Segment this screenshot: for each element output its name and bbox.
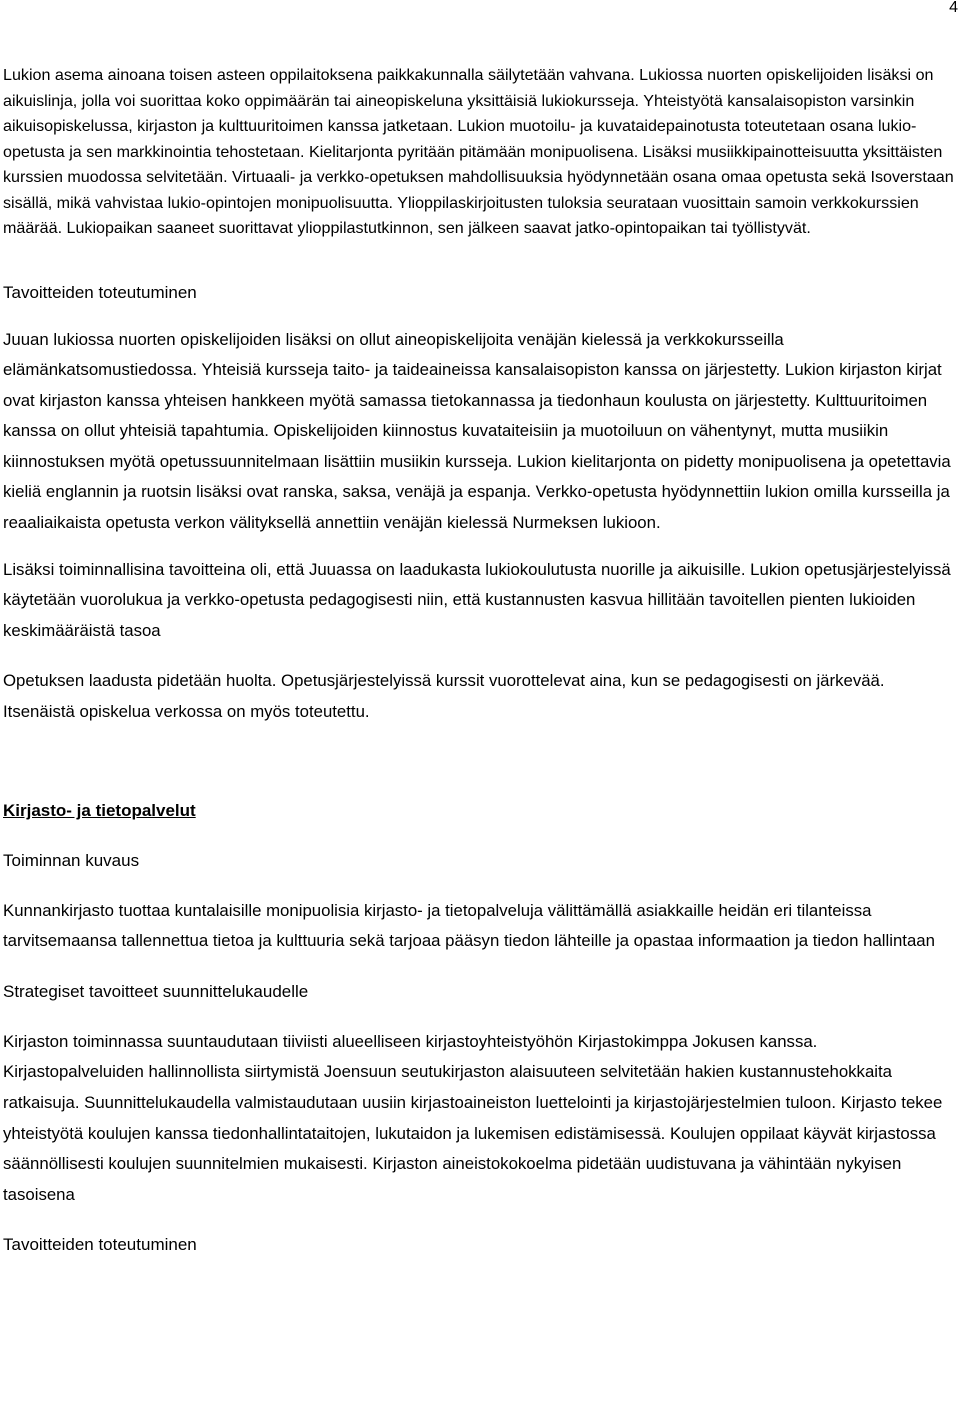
paragraph-lukio-results: Juuan lukiossa nuorten opiskelijoiden lisäksi on ollut aineopiskelijoita venäjän kielessä ja verkkokursseilla elämänkatsomustiedossa. Yhteisiä kursseja taito- ja taideaineissa kansalaisopiston kanssa on järjestetty. Lukion kirjaston kirjat ovat kirjaston kanssa yhteisen hankkeen myötä samassa tietokannassa ja tiedonhaun koulusta on järjestetty. Kulttuuritoimen kanssa on ollut yhteisiä tapahtumia. Opiskelijoiden kiinnostus kuvataiteisiin ja muotoiluun on vähentynyt, mutta musiikin kiinnostuksen myötä opetussuunnitelmaan lisättiin musiikin kursseja. Lukion kielitarjonta on pidetty monipuolisena ja opetettavia kieliä englannin ja ruotsin lisäksi ovat ranska, saksa, venäjä ja espanja. Verkko-opetusta hyödynnettiin lukion omilla kursseilla ja reaaliaikaista opetusta verkon välityksellä annettiin venäjän kielessä Nurmeksen lukioon. [3, 329, 951, 533]
document-body [3, 63, 957, 1260]
heading-toiminnan-kuvaus: Toiminnan kuvaus [3, 850, 140, 870]
page-number: 4 [949, 0, 958, 16]
heading-tavoitteiden-toteutuminen-2: Tavoitteiden toteutuminen [3, 1235, 197, 1255]
heading-strategiset-tavoitteet: Strategiset tavoitteet suunnittelukaudelle [3, 981, 309, 1001]
heading-kirjasto-tietopalvelut: Kirjasto- ja tietopalvelut [3, 800, 196, 820]
heading-tavoitteiden-toteutuminen: Tavoitteiden toteutuminen [3, 282, 197, 302]
paragraph-functional-goals: Lisäksi toiminnallisina tavoitteina oli, että Juuassa on laadukasta lukiokoulutusta nuorille ja aikuisille. Lukion opetusjärjestelyissä käytetään vuorolukua ja verkko-opetusta pedagogisesti niin, että kustannusten kasvua hillitään tavoitellen pienten lukioiden keskimääräistä tasoa [3, 559, 951, 640]
paragraph-library-description: Kunnankirjasto tuottaa kuntalaisille monipuolisia kirjasto- ja tietopalveluja välittämällä asiakkaille heidän eri tilanteissa tarvitsemaansa tallennettua tietoa ja kulttuuria sekä tarjoaa pääsyn tiedon lähteille ja opastaa informaation ja tiedon hallintaan [3, 900, 935, 951]
paragraph-teaching-quality: Opetuksen laadusta pidetään huolta. Opetusjärjestelyissä kurssit vuorottelevat aina, kun se pedagogisesti on järkevää. Itsenäistä opiskelua verkossa on myös toteutettu. [3, 671, 885, 722]
paragraph-library-strategy: Kirjaston toiminnassa suuntaudutaan tiiviisti alueelliseen kirjastoyhteistyöhön Kirjastokimppa Jokusen kanssa. Kirjastopalveluiden hallinnollista siirtymistä Joensuun seutukirjaston alaisuuteen selvitetään hakien kustannustehokkaita ratkaisuja. Suunnittelukaudella valmistaudutaan uusiin kirjastoaineiston luettelointi ja kirjastojärjestelmien tuloon. Kirjasto tekee yhteistyötä koulujen kanssa tiedonhallintataitojen, lukutaidon ja lukemisen edistämisessä. Koulujen oppilaat käyvät kirjastossa säännöllisesti koulujen suunnitelmien mukaisesti. Kirjaston aineistokokoelma pidetään uudistuvana ja vähintään nykyisen tasoisena [3, 1031, 943, 1204]
paragraph-lukio-strategy: Lukion asema ainoana toisen asteen oppilaitoksena paikkakunnalla säilytetään vahvana. Lukiossa nuorten opiskelijoiden lisäksi on aikuislinja, jolla voi suorittaa koko oppimäärän tai aineopiskeluna yksittäisiä lukiokursseja. Yhteistyötä kansalaisopiston varsinkin aikuisopiskelussa, kirjaston ja kulttuuritoimen kanssa jatketaan. Lukion muotoilu- ja kuvataidepainotusta toteutetaan osana lukio-opetusta ja sen markkinointia tehostetaan. Kielitarjonta pyritään pitämään monipuolisena. Lisäksi musiikkipainotteisuutta yksittäisten kurssien muodossa selvitetään. Virtuaali- ja verkko-opetuksen mahdollisuuksia hyödynnetään osana omaa opetusta sekä Isoverstaan sisällä, mikä vahvistaa lukio-opintojen monipuolisuutta. Ylioppilaskirjoitusten tuloksia seurataan vuosittain samoin verkkokurssien määrää. Lukiopaikan saaneet suorittavat ylioppilastutkinnon, sen jälkeen saavat jatko-opintopaikan tai työllistyvät. [3, 66, 954, 237]
